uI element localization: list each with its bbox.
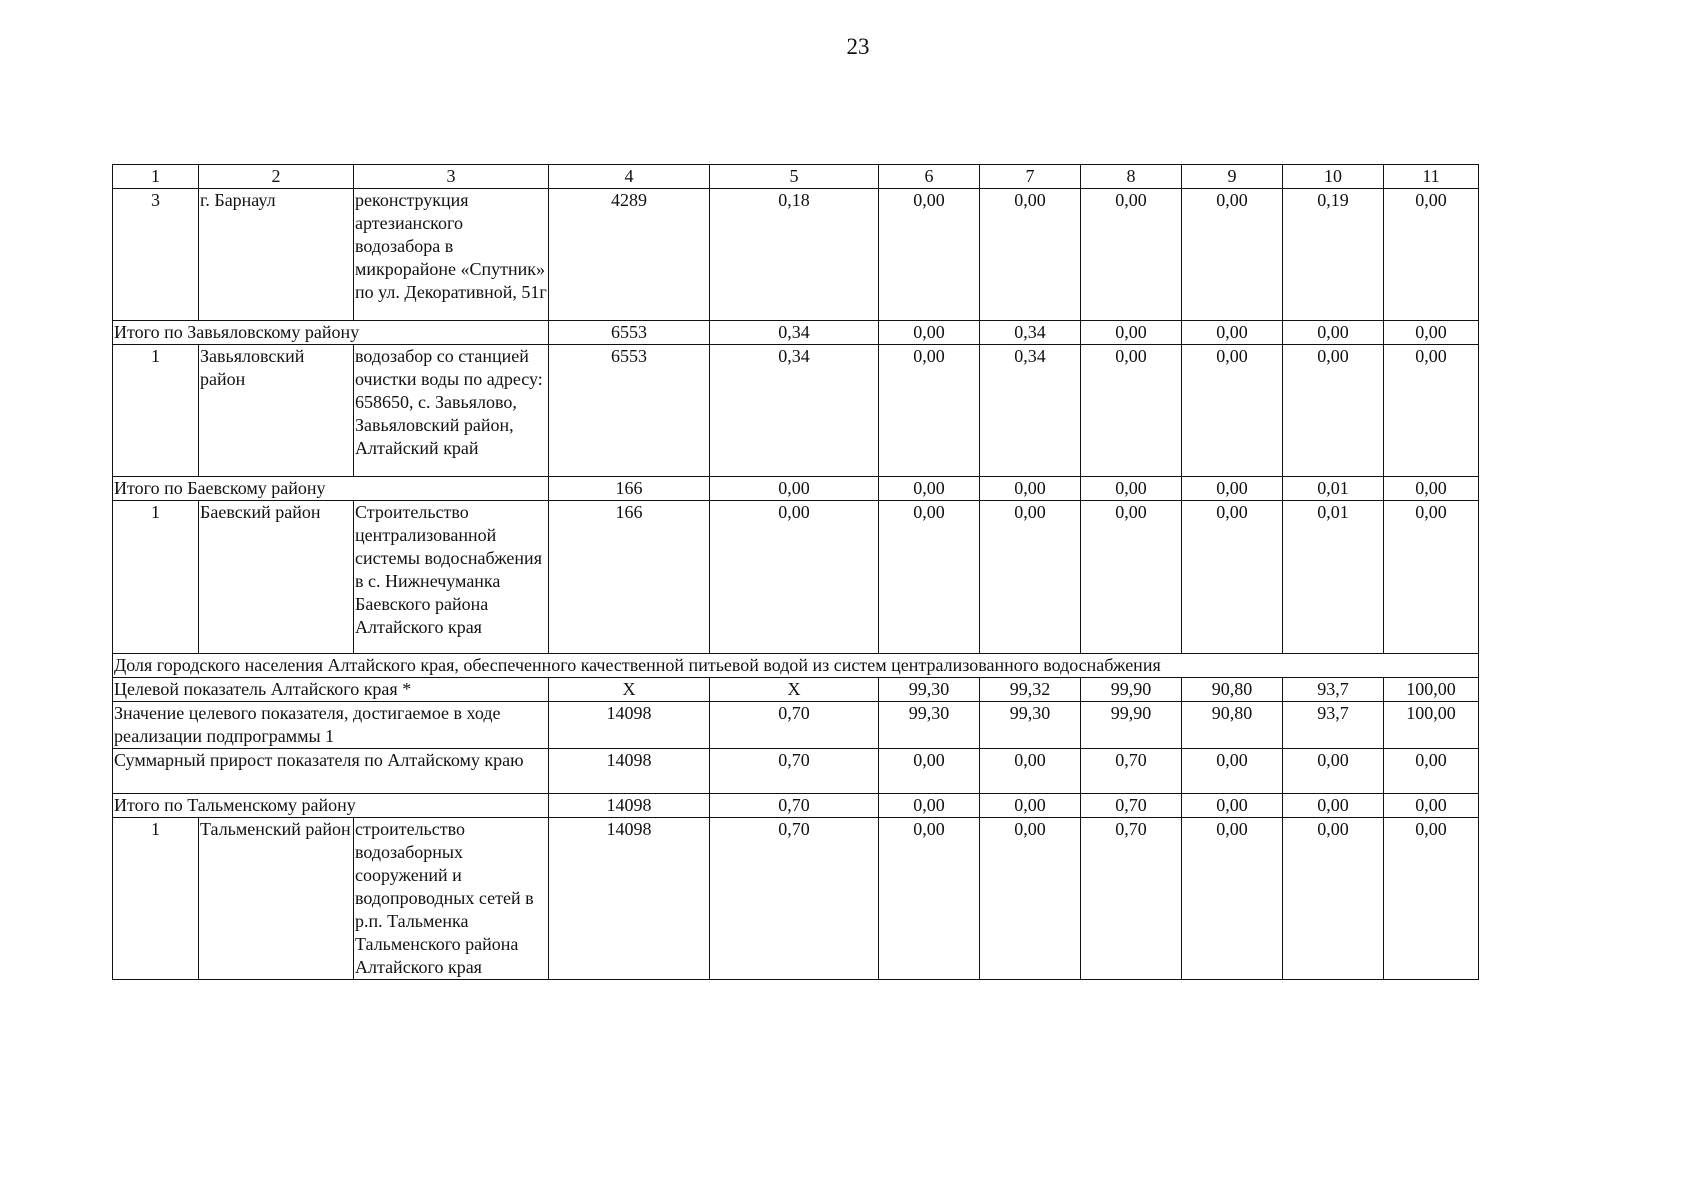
- value-cell: 0,00: [1081, 344, 1182, 476]
- value-cell: 0,00: [1081, 320, 1182, 344]
- value-cell: 0,70: [710, 817, 879, 979]
- section-label: Доля городского населения Алтайского края, обеспеченного качественной питьевой водой из систем централизованного водоснабжения: [113, 654, 1479, 678]
- value-cell: 14098: [549, 793, 710, 817]
- total-row: [113, 320, 1479, 344]
- value-cell: 166: [549, 476, 710, 500]
- value-cell: 0,70: [1081, 817, 1182, 979]
- total-label: Значение целевого показателя, достигаемое в ходе реализации подпрограммы 1: [113, 702, 549, 749]
- value-cell: 0,00: [879, 476, 980, 500]
- value-cell: 0,70: [710, 793, 879, 817]
- page-number: 23: [846, 34, 870, 59]
- value-cell: 0,00: [1081, 500, 1182, 654]
- object-cell: Строительство централизованной системы водоснабжения в с. Нижнечуманка Баевского района Алтайского края: [354, 500, 549, 654]
- district-cell: Баевский район: [199, 500, 354, 654]
- value-cell: 0,34: [980, 344, 1081, 476]
- value-cell: 90,80: [1182, 702, 1283, 749]
- value-cell: 0,00: [1182, 320, 1283, 344]
- value-cell: Х: [549, 678, 710, 702]
- value-cell: 0,00: [1182, 817, 1283, 979]
- value-cell: 99,30: [879, 702, 980, 749]
- value-cell: 0,00: [1384, 749, 1479, 794]
- value-cell: 0,00: [710, 500, 879, 654]
- value-cell: 0,19: [1283, 189, 1384, 321]
- value-cell: 4289: [549, 189, 710, 321]
- value-cell: 14098: [549, 749, 710, 794]
- column-number: 9: [1182, 165, 1283, 189]
- column-number: 1: [113, 165, 199, 189]
- value-cell: 0,00: [980, 749, 1081, 794]
- value-cell: 0,00: [980, 817, 1081, 979]
- total-row: [113, 793, 1479, 817]
- row-number: 3: [113, 189, 199, 321]
- column-number: 4: [549, 165, 710, 189]
- value-cell: 0,00: [1283, 344, 1384, 476]
- value-cell: 0,00: [1182, 344, 1283, 476]
- column-number: 11: [1384, 165, 1479, 189]
- value-cell: 0,00: [1384, 793, 1479, 817]
- value-cell: 99,30: [879, 678, 980, 702]
- value-cell: 0,00: [1283, 817, 1384, 979]
- object-cell: реконструкция артезианского водозабора в микрорайоне «Спутник» по ул. Декоративной, 51г: [354, 189, 549, 321]
- value-cell: 14098: [549, 817, 710, 979]
- value-cell: 0,00: [1081, 476, 1182, 500]
- value-cell: 0,34: [710, 320, 879, 344]
- value-cell: 0,00: [1081, 189, 1182, 321]
- value-cell: 93,7: [1283, 702, 1384, 749]
- row-number: 1: [113, 344, 199, 476]
- value-cell: 0,00: [879, 320, 980, 344]
- value-cell: 0,00: [710, 476, 879, 500]
- value-cell: 0,01: [1283, 476, 1384, 500]
- value-cell: 166: [549, 500, 710, 654]
- value-cell: 14098: [549, 702, 710, 749]
- object-cell: водозабор со станцией очистки воды по адресу: 658650, с. Завьялово, Завьяловский район, Алтайский край: [354, 344, 549, 476]
- value-cell: 6553: [549, 320, 710, 344]
- column-number: 3: [354, 165, 549, 189]
- value-cell: 6553: [549, 344, 710, 476]
- value-cell: 0,34: [710, 344, 879, 476]
- value-cell: 0,70: [1081, 793, 1182, 817]
- value-cell: 0,00: [1384, 344, 1479, 476]
- value-cell: 0,00: [1182, 189, 1283, 321]
- total-row: [113, 749, 1479, 794]
- column-number: 8: [1081, 165, 1182, 189]
- column-number: 7: [980, 165, 1081, 189]
- section-row: [113, 654, 1479, 678]
- value-cell: 93,7: [1283, 678, 1384, 702]
- total-label: Итого по Баевскому району: [113, 476, 549, 500]
- table-row: [113, 189, 1479, 321]
- column-number: 10: [1283, 165, 1384, 189]
- value-cell: 0,00: [980, 476, 1081, 500]
- column-number: 5: [710, 165, 879, 189]
- value-cell: 0,00: [1182, 749, 1283, 794]
- value-cell: 100,00: [1384, 702, 1479, 749]
- value-cell: 0,00: [1384, 320, 1479, 344]
- value-cell: 0,00: [980, 189, 1081, 321]
- value-cell: 99,90: [1081, 678, 1182, 702]
- district-cell: г. Барнаул: [199, 189, 354, 321]
- total-label: Суммарный прирост показателя по Алтайскому краю: [113, 749, 549, 794]
- value-cell: 0,00: [1283, 749, 1384, 794]
- value-cell: Х: [710, 678, 879, 702]
- value-cell: 0,00: [980, 793, 1081, 817]
- value-cell: 0,00: [1182, 500, 1283, 654]
- value-cell: 0,70: [710, 749, 879, 794]
- total-row: [113, 476, 1479, 500]
- value-cell: 90,80: [1182, 678, 1283, 702]
- table-row: [113, 344, 1479, 476]
- value-cell: 0,00: [879, 749, 980, 794]
- value-cell: 100,00: [1384, 678, 1479, 702]
- total-row: [113, 702, 1479, 749]
- value-cell: 0,00: [879, 793, 980, 817]
- column-number: 6: [879, 165, 980, 189]
- value-cell: 99,90: [1081, 702, 1182, 749]
- value-cell: 0,70: [710, 702, 879, 749]
- value-cell: 0,00: [1384, 817, 1479, 979]
- column-number-row: [113, 165, 1479, 189]
- column-number: 2: [199, 165, 354, 189]
- value-cell: 0,00: [879, 189, 980, 321]
- district-cell: Тальменский район: [199, 817, 354, 979]
- total-label: Итого по Тальменскому району: [113, 793, 549, 817]
- value-cell: 0,00: [1283, 793, 1384, 817]
- value-cell: 0,18: [710, 189, 879, 321]
- value-cell: 0,00: [1283, 320, 1384, 344]
- value-cell: 0,34: [980, 320, 1081, 344]
- value-cell: 0,00: [1384, 189, 1479, 321]
- total-row: [113, 678, 1479, 702]
- value-cell: 0,70: [1081, 749, 1182, 794]
- total-label: Целевой показатель Алтайского края *: [113, 678, 549, 702]
- value-cell: 0,00: [879, 817, 980, 979]
- value-cell: 0,00: [980, 500, 1081, 654]
- row-number: 1: [113, 500, 199, 654]
- value-cell: 0,00: [1384, 476, 1479, 500]
- table-row: [113, 500, 1479, 654]
- table-row: [113, 817, 1479, 979]
- value-cell: 0,00: [1182, 793, 1283, 817]
- value-cell: 99,30: [980, 702, 1081, 749]
- row-number: 1: [113, 817, 199, 979]
- total-label: Итого по Завьяловскому району: [113, 320, 549, 344]
- value-cell: 0,01: [1283, 500, 1384, 654]
- data-table: [112, 164, 1479, 980]
- value-cell: 0,00: [879, 344, 980, 476]
- value-cell: 0,00: [879, 500, 980, 654]
- value-cell: 0,00: [1182, 476, 1283, 500]
- value-cell: 0,00: [1384, 500, 1479, 654]
- value-cell: 99,32: [980, 678, 1081, 702]
- object-cell: строительство водозаборных сооружений и водопроводных сетей в р.п. Тальменка Тальменского района Алтайского края: [354, 817, 549, 979]
- district-cell: Завьяловский район: [199, 344, 354, 476]
